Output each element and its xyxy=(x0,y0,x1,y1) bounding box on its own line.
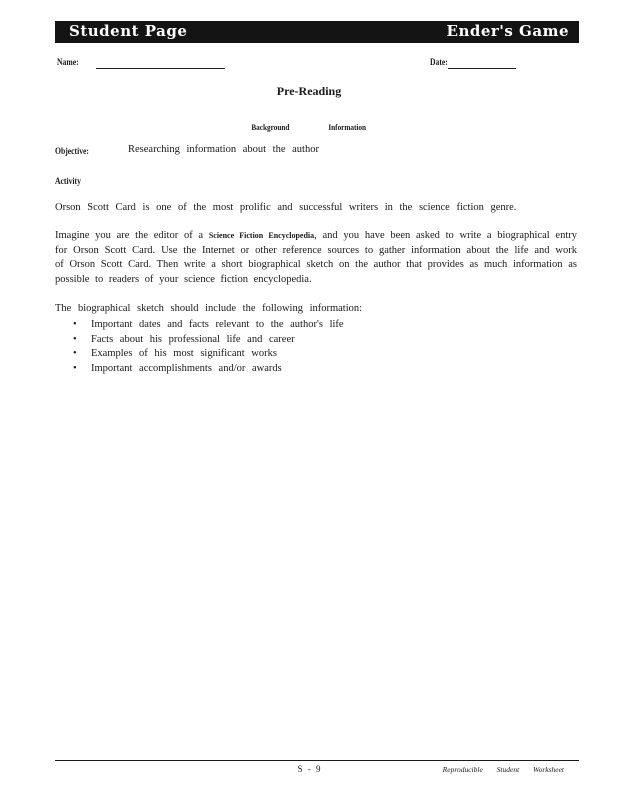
instructions-paragraph xyxy=(55,229,577,287)
list-item: • Important accomplishments and/or awards xyxy=(73,362,344,377)
subtitle-word-1: Background xyxy=(251,122,290,132)
list-item: • Examples of his most significant works xyxy=(73,347,344,362)
page-subtitle xyxy=(0,117,618,135)
encyclopedia-title: Science Fiction Encyclopedia xyxy=(208,231,315,240)
subtitle-word-2: Information xyxy=(328,122,367,132)
list-item: • Important dates and facts relevant to the author's life xyxy=(73,318,344,333)
instructions-part-2: , and you have been asked to write a biographical entry for Orson Scott Card. Use the Internet or other reference sources to gather information about the life and work of Orson Scott Card. Then write a short biographical sketch on the author that provides as much information as possible to readers of your science fiction encyclopedia. xyxy=(55,230,578,285)
date-line[interactable] xyxy=(448,68,516,69)
page-number: S - 9 xyxy=(297,764,321,774)
name-label: Name: xyxy=(57,57,79,67)
date-label: Date: xyxy=(430,57,448,67)
header-bar xyxy=(55,21,579,43)
objective-text: Researching information about the author xyxy=(128,144,319,155)
name-line[interactable] xyxy=(96,68,225,69)
instructions-part-1: Imagine you are the editor of a xyxy=(55,230,204,241)
list-item: • Facts about his professional life and career xyxy=(73,333,344,348)
footer-divider xyxy=(55,760,579,761)
footer-label: Reproducible Student Worksheet xyxy=(442,765,564,774)
header-left-title: Student Page xyxy=(69,22,188,40)
objective-label: Objective: xyxy=(55,146,89,156)
activity-label: Activity xyxy=(55,176,81,186)
list-intro: The biographical sketch should include the following information: xyxy=(55,303,363,314)
requirements-list xyxy=(73,318,344,376)
intro-paragraph: Orson Scott Card is one of the most prolific and successful writers in the science fiction genre. xyxy=(55,202,517,213)
page-title: Pre-Reading xyxy=(276,84,342,98)
header-right-title: Ender's Game xyxy=(446,22,569,40)
